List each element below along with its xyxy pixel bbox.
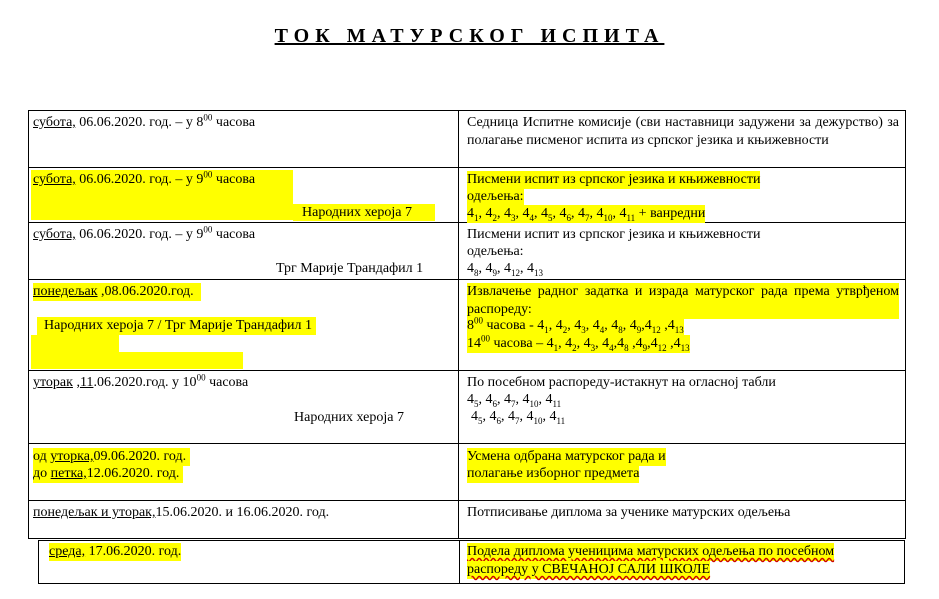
date-cell <box>29 371 459 443</box>
table-row <box>28 223 906 280</box>
activity-cell <box>459 223 905 279</box>
activity-line: Подела диплома ученицима матурских одељења по посебном <box>467 544 835 559</box>
date-text: субота, 06.06.2020. год. – у $8^{00}$ часова <box>33 112 256 130</box>
location-text: Народних хероја 7 <box>302 205 412 220</box>
activity-line: Усмена одбрана матурског рада и <box>467 449 666 464</box>
activity-line: Писмени испит из српског језика и књижевности <box>467 172 761 187</box>
date-text: среда, 17.06.2020. год. <box>49 544 182 559</box>
table-row <box>28 280 906 371</box>
table-row <box>28 444 906 501</box>
location-text: Народних хероја 7 / Трг Марије Трандафил 1 <box>37 317 316 335</box>
activity-line: полагање изборног предмета <box>467 466 640 481</box>
table-row <box>28 501 906 539</box>
activity-cell <box>459 168 905 222</box>
date-text: понедељак ,08.06.2020.год. <box>33 283 201 301</box>
table-row <box>28 110 906 168</box>
date-range-end: до петка,12.06.2020. год. <box>33 465 183 483</box>
classes-list: $4_8$, $4_9$, $4_{12}$, $4_{13}$ <box>467 261 543 278</box>
page-title: ТОК МАТУРСКОГ ИСПИТА <box>274 25 665 47</box>
date-text: уторак ,11.06.2020.год. у $10^{00}$ часова <box>33 372 249 390</box>
location-text: Народних хероја 7 <box>294 410 404 425</box>
classes-label: одељења: <box>467 244 524 259</box>
date-cell <box>29 444 459 500</box>
activity-cell <box>459 444 905 500</box>
location-text: Трг Марије Трандафил 1 <box>276 261 424 276</box>
activity-line: По посебном распореду-истакнут на огласној табли <box>467 375 776 390</box>
session-morning: $8^{00}$ часова - $4_1$, $4_2$, $4_3$, $4_4$, $4_8$, $4_9,4_{12}$ $,4_{13}$ <box>467 315 684 335</box>
table-row <box>28 168 906 223</box>
date-cell <box>29 501 459 538</box>
date-text: субота, 06.06.2020. год. – у $9^{00}$ часова <box>33 169 256 187</box>
date-range-start: од уторка,09.06.2020. год. <box>33 448 190 466</box>
classes-label: одељења: <box>467 189 524 204</box>
activity-cell <box>459 501 905 538</box>
date-cell <box>29 223 459 279</box>
activity-line: Потписивање диплома за ученике матурских одељења <box>467 505 791 520</box>
activity-line: Писмени испит из српског језика и књижевности <box>467 227 761 242</box>
activity-cell <box>459 280 905 370</box>
activity-line: Извлачење радног задатка и израда матурског рада према утврђеном распореду: <box>467 284 899 317</box>
date-text: субота, 06.06.2020. год. – у $9^{00}$ часова <box>33 224 256 242</box>
date-cell <box>29 280 459 370</box>
date-text: понедељак и уторак,15.06.2020. и 16.06.2020. год. <box>33 505 330 520</box>
table-row <box>28 371 906 444</box>
activity-line: распореду у СВЕЧАНОЈ САЛИ ШКОЛЕ <box>467 562 711 577</box>
activity-cell <box>459 371 905 443</box>
activity-text: Седница Испитне комисије (сви наставници задужени за дежурство) за полагање писменог испита из српског језика и књижевности <box>467 115 899 148</box>
classes-list: $4_5$, $4_6$, $4_7$, $4_{10}$, $4_{11}$ <box>471 409 566 426</box>
activity-cell <box>459 111 905 167</box>
date-cell <box>29 111 459 167</box>
classes-list: $4_5$, $4_6$, $4_7$, $4_{10}$, $4_{11}$ <box>467 392 562 409</box>
session-afternoon: $14^{00}$ часова – $4_1$, $4_2$, $4_3$, $4_4,4_8$ $,4_9,4_{12}$ $,4_{13}$ <box>467 333 690 353</box>
date-cell <box>29 168 459 222</box>
table-row <box>38 540 905 584</box>
classes-list: $4_1$, $4_2$, $4_3$, $4_4$, $4_5$, $4_6$, $4_7$, $4_{10}$, $4_{11}$ + ванредни <box>467 206 706 223</box>
